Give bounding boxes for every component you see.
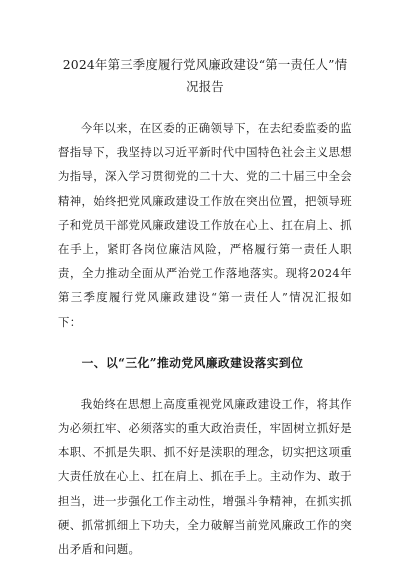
- intro-paragraph: 今年以来，在区委的正确领导下，在去纪委监委的监督指导下，我坚持以习近平新时代中国特色社会主义思想为指导，深入学习贯彻党的二十大、党的二十届三中全会精神，始终把党风廉政建设工作放在突出位置，把领导班子和党员干部党风廉政建设工作放在心上、扛在肩上、抓在手上，紧盯各岗位廉洁风险，严格履行第一责任人职责，全力推动全面从严治党工作落地落实。现将2024年第三季度履行党风廉政建设“第一责任人”情况汇报如下：: [58, 121, 352, 329]
- section-1-paragraph: 我始终在思想上高度重视党风廉政建设工作，将其作为必须扛牢、必须落实的重大政治责任，牢固树立抓好是本职、不抓是失职、抓不好是渎职的理念，切实把这项重大责任放在心上、扛在肩上、抓在手上。主动作为、敢于担当，进一步强化工作主动性，增强斗争精神，在抓实抓硬、抓常抓细上下功夫，全力破解当前党风廉政工作的突出矛盾和问题。: [58, 396, 352, 557]
- section-1-heading: 一、以“三化”推动党风廉政建设落实到位: [81, 355, 304, 370]
- document-title: 2024年第三季度履行党风廉政建设“第一责任人”情况报告: [62, 57, 348, 94]
